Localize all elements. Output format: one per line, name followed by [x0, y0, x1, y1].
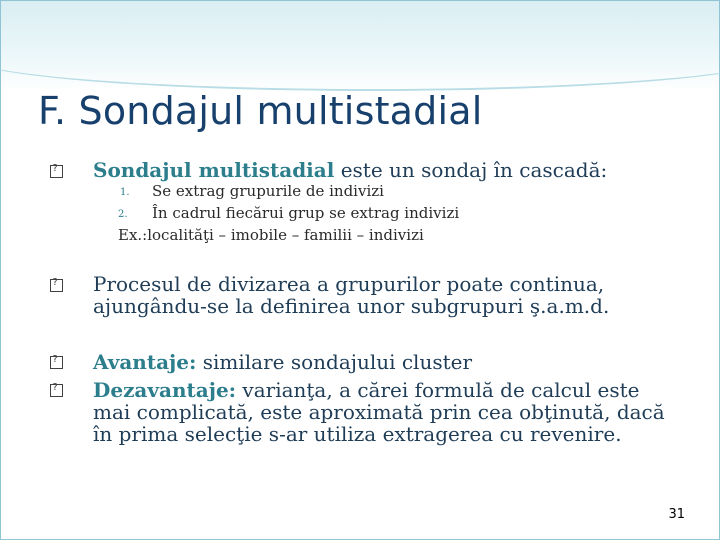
- slide-title: F. Sondajul multistadial: [38, 89, 483, 133]
- bullet-4-text: varianţa, a cărei formulă de calcul este: [236, 378, 640, 402]
- sub-item-1-number: 1.: [120, 187, 130, 198]
- bullet-3-text: similare sondajului cluster: [196, 350, 473, 374]
- sub-item-1-text: Se extrag grupurile de indivizi: [152, 182, 384, 200]
- bullet-2-line-1: Procesul de divizarea a grupurilor poate continua,: [93, 272, 605, 296]
- box-bullet-icon: [50, 356, 63, 369]
- decorative-curve: [0, 19, 720, 91]
- bullet-4-line-2: mai complicată, este aproximată prin cea obţinută, dacă: [93, 400, 665, 424]
- bullet-4-line-3: în prima selecţie s-ar utiliza extragerea cu revenire.: [93, 422, 622, 446]
- bullet-1: [93, 159, 607, 181]
- bullet-2-line-2: ajungându-se la definirea unor subgrupuri ş.a.m.d.: [93, 294, 610, 318]
- bullet-1-text: este un sondaj în cascadă:: [334, 158, 608, 182]
- example-line: Ex.:localităţi – imobile – familii – indivizi: [118, 226, 424, 244]
- bullet-3-bold: Avantaje:: [93, 350, 197, 374]
- page-number: 31: [668, 507, 685, 522]
- bullet-4-line-1: [93, 379, 639, 401]
- sub-item-2-number: 2.: [118, 209, 128, 220]
- box-bullet-icon: [50, 384, 63, 397]
- box-bullet-icon: [50, 165, 63, 178]
- bullet-3: [93, 351, 472, 373]
- bullet-4-bold: Dezavantaje:: [93, 378, 237, 402]
- sub-item-2-text: În cadrul fiecărui grup se extrag indivizi: [152, 204, 460, 222]
- bullet-1-bold: Sondajul multistadial: [93, 158, 335, 182]
- box-bullet-icon: [50, 279, 63, 292]
